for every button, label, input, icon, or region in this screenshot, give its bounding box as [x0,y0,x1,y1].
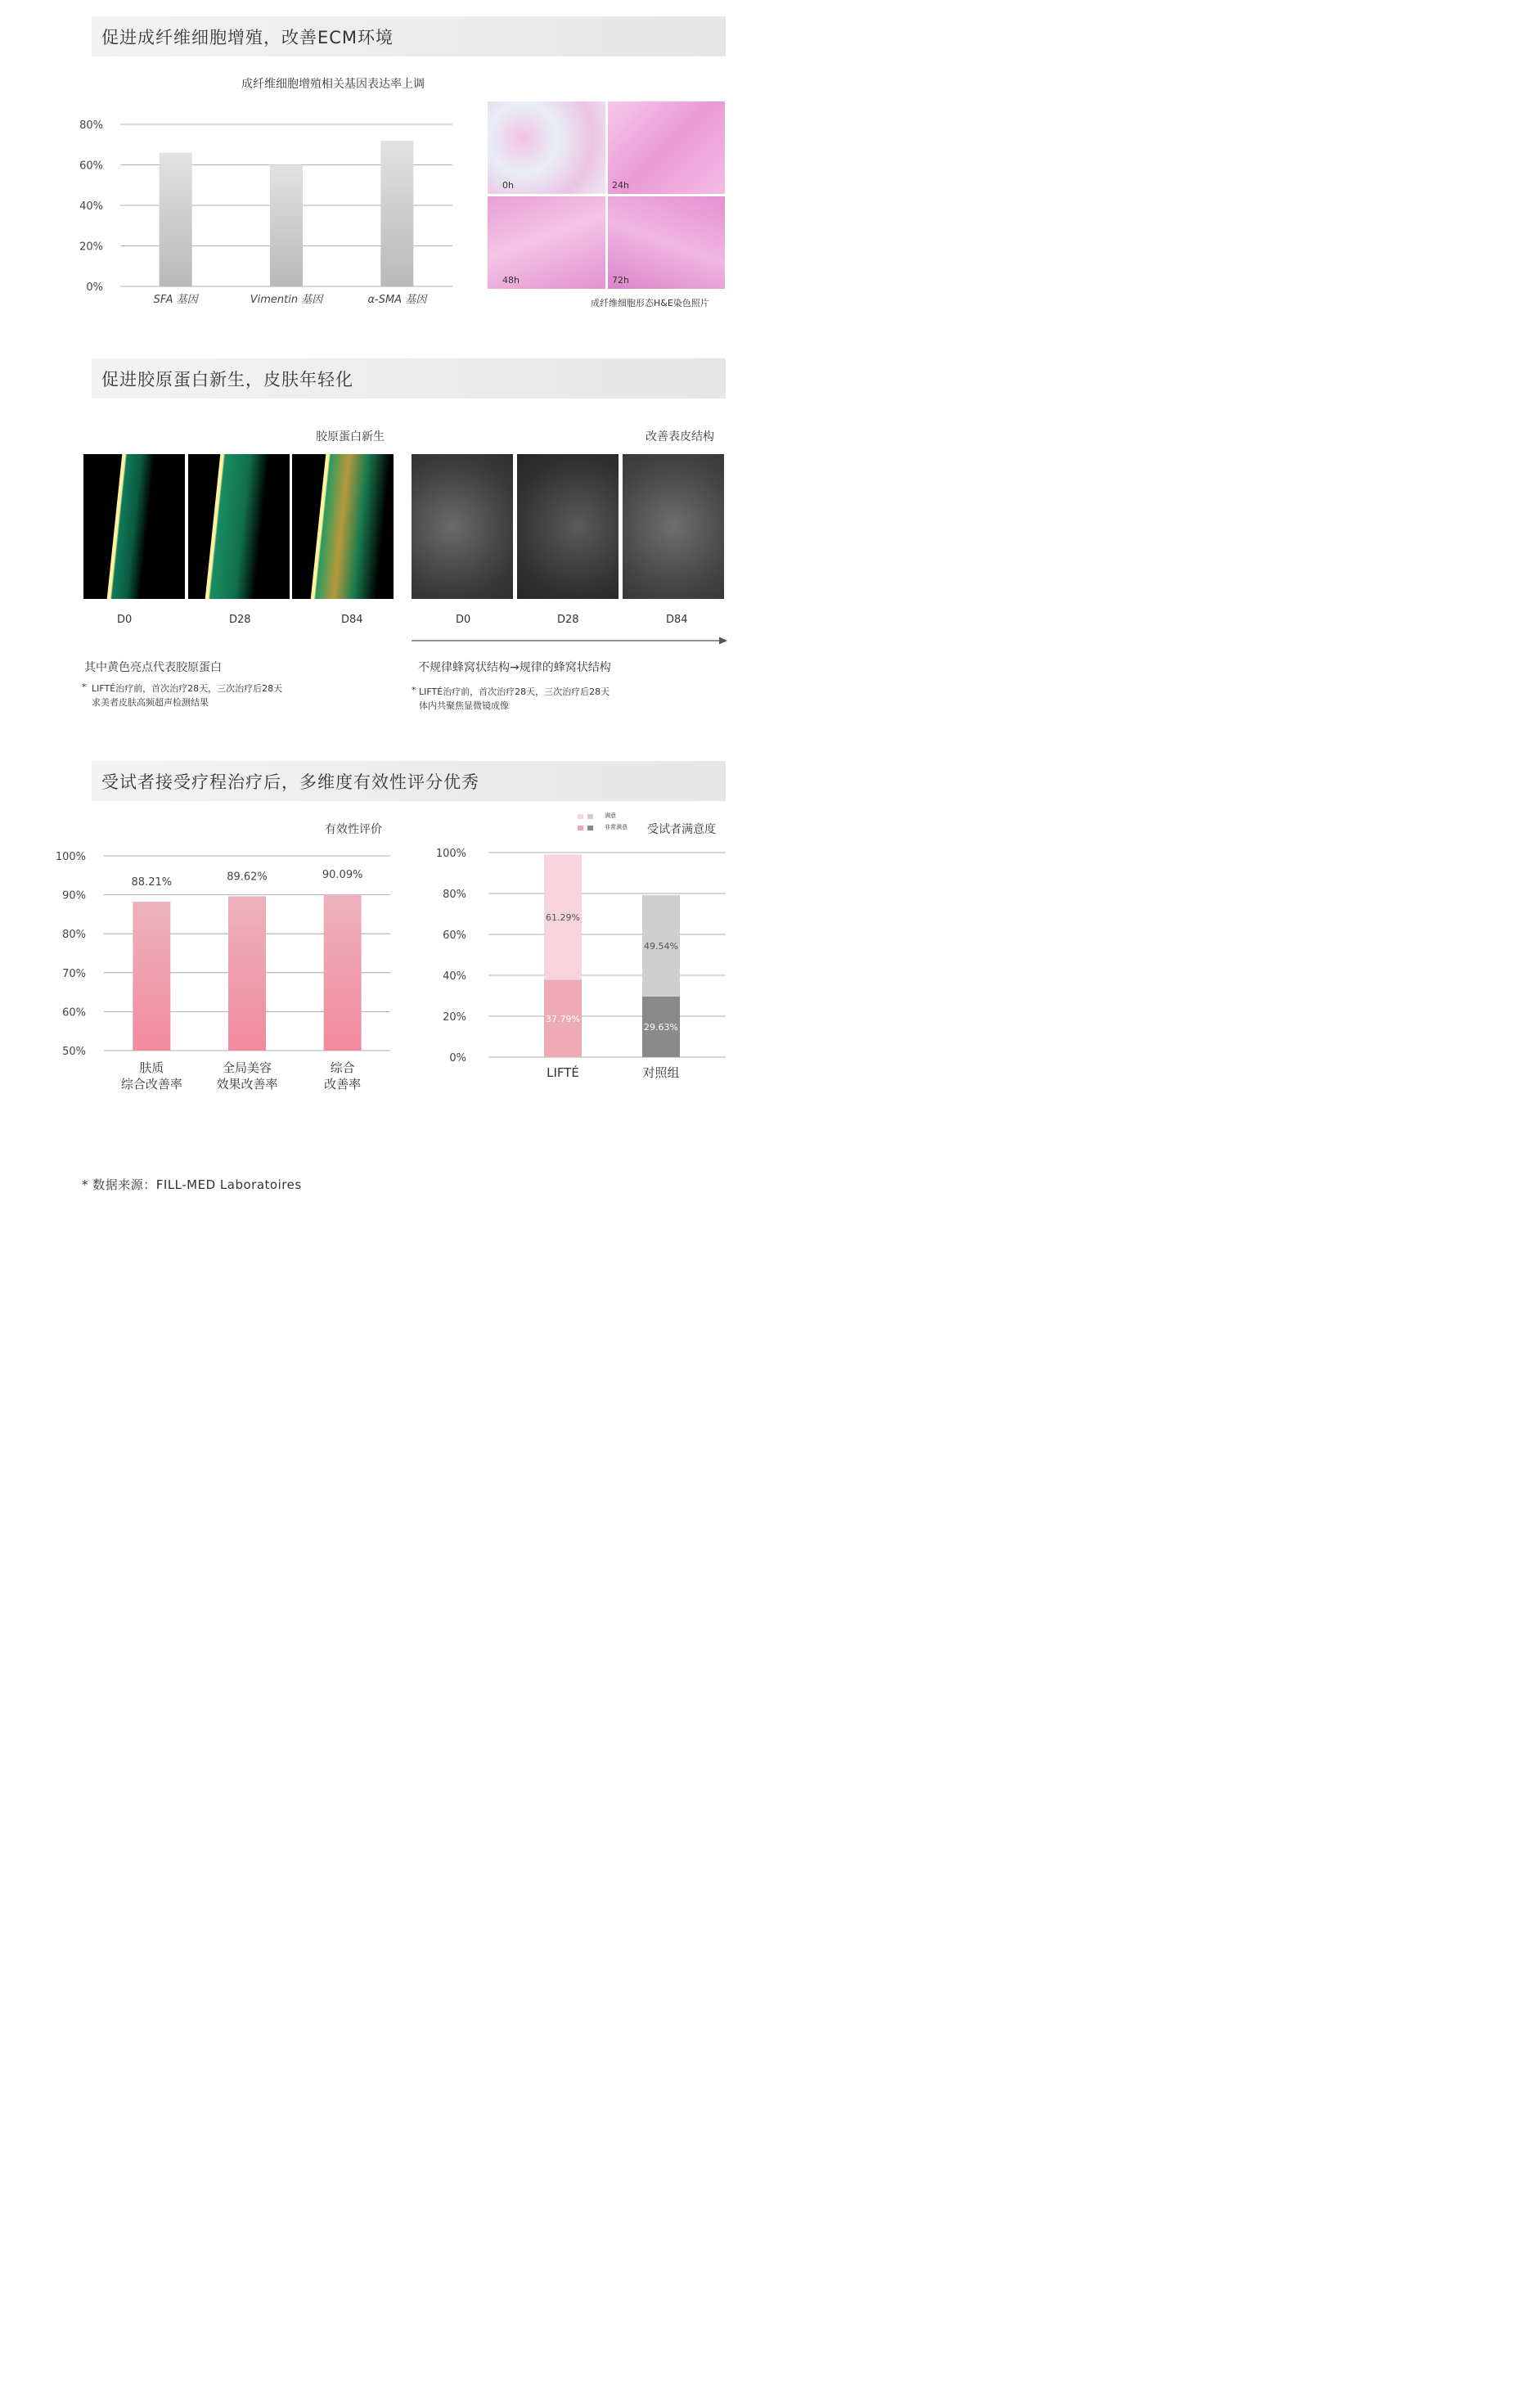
photo-24h [608,101,725,194]
y-tick-label: 60% [443,929,466,942]
epidermis-note-star: * [412,685,416,695]
y-tick-label: 70% [62,967,86,980]
epidermis-note-line2: 体内共聚焦显微镜成像 [419,700,509,711]
y-tick-label: 100% [435,848,466,860]
collagen-note-line1: LIFTÉ治疗前，首次治疗28天，三次治疗后28天 [92,683,283,694]
satisfaction-chart [425,843,732,1088]
section1-heading: 促进成纤维细胞增殖，改善ECM环境 [101,28,394,47]
chart1-title: 成纤维细胞增殖相关基因表达率上调 [241,78,425,91]
value-label: 90.09% [322,869,363,882]
section3-heading: 受试者接受疗程治疗后，多维度有效性评分优秀 [101,772,479,792]
collagen-caption: 其中黄色亮点代表胶原蛋白 [84,661,222,674]
ultrasound-d28 [188,454,290,599]
x-tick-label: LIFTÉ [547,1065,579,1080]
photo-label-0h: 0h [502,180,514,191]
x-tick-label: α-SMA 基因 [367,294,427,306]
value-label: 89.62% [227,871,268,884]
ultrasound-label-d84: D84 [341,614,363,626]
y-tick-label: 80% [62,929,86,942]
photo-caption: 成纤维细胞形态H&E染色照片 [591,298,709,308]
collagen-title: 胶原蛋白新生 [316,430,385,443]
bar [324,894,362,1051]
epidermis-title: 改善表皮结构 [646,430,714,443]
x-tick-label: 肤质 [139,1060,164,1075]
efficacy-title: 有效性评价 [325,823,382,836]
section2-banner [92,358,726,398]
y-tick-label: 80% [443,889,466,901]
epidermis-note-line1: LIFTÉ治疗前，首次治疗28天，三次治疗后28天 [419,686,610,697]
x-tick-label: 改善率 [324,1077,362,1091]
y-tick-label: 40% [443,970,466,983]
collagen-note-star: * [82,682,87,692]
confocal-d0 [412,454,513,599]
confocal-label-d84: D84 [666,614,688,626]
segment-value-label: 29.63% [644,1021,678,1033]
y-tick-label: 80% [79,119,103,132]
y-tick-label: 0% [449,1052,466,1064]
bar [133,902,170,1051]
y-tick-label: 40% [79,200,103,213]
efficacy-chart [45,843,397,1105]
x-tick-label: 综合 [330,1060,355,1075]
ultrasound-label-d28: D28 [229,614,251,626]
ultrasound-d84 [292,454,394,599]
confocal-label-d28: D28 [557,614,579,626]
photo-label-48h: 48h [502,275,520,286]
section2-heading: 促进胶原蛋白新生，皮肤年轻化 [101,370,353,389]
y-tick-label: 0% [86,281,103,294]
section3-banner [92,761,726,801]
y-tick-label: 90% [62,889,86,902]
confocal-d28 [517,454,619,599]
bar [380,141,413,286]
legend-very-satisfied-label: 非常满意 [605,824,628,830]
x-tick-label: Vimentin 基因 [250,294,323,306]
satisfaction-title: 受试者满意度 [647,823,716,836]
photo-48h [488,196,605,289]
photo-label-72h: 72h [612,275,629,286]
gene-expression-chart [65,110,466,315]
value-label: 88.21% [131,876,173,889]
x-tick-label: 全局美容 [222,1060,272,1075]
bar [160,153,192,286]
bar [270,165,303,287]
data-source-footer: * 数据来源：FILL-MED Laboratoires [82,1177,302,1192]
x-tick-label: 综合改善率 [120,1077,182,1091]
segment-value-label: 49.54% [644,941,678,952]
photo-label-24h: 24h [612,180,629,191]
ultrasound-label-d0: D0 [117,614,133,626]
x-tick-label: SFA 基因 [153,294,198,306]
x-tick-label: 对照组 [642,1065,680,1080]
epidermis-caption: 不规律蜂窝状结构→规律的蜂窝状结构 [418,661,611,674]
x-tick-label: 效果改善率 [216,1077,278,1091]
y-tick-label: 20% [443,1011,466,1024]
segment-value-label: 61.29% [546,911,580,923]
section1-banner [92,16,726,56]
collagen-note-line2: 求美者皮肤高频超声检测结果 [92,697,209,708]
he-stain-photo-grid [488,101,725,289]
y-tick-label: 60% [79,160,103,173]
ultrasound-d0 [83,454,185,599]
y-tick-label: 60% [62,1006,86,1019]
bar [228,896,266,1051]
legend-satisfied-label: 满意 [605,812,616,819]
y-tick-label: 100% [55,851,86,863]
progression-arrow [412,635,727,646]
segment-value-label: 37.79% [546,1013,580,1024]
satisfaction-legend [578,812,643,836]
photo-0h [488,101,605,194]
y-tick-label: 20% [79,241,103,254]
y-tick-label: 50% [62,1046,86,1058]
confocal-d84 [623,454,724,599]
confocal-label-d0: D0 [456,614,471,626]
photo-72h [608,196,725,289]
